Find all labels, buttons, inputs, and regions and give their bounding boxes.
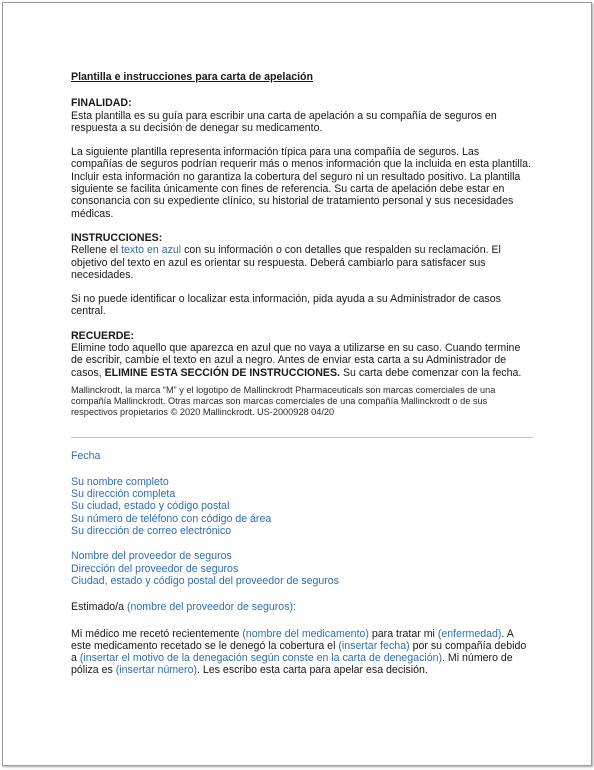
sender-block (71, 476, 533, 537)
insurer-name-placeholder: (nombre del proveedor de seguros): (126, 601, 296, 614)
finalidad-heading: FINALIDAD: (71, 97, 132, 110)
legal-notice: Mallinckrodt, la marca “M” y el logotipo de Mallinckrodt Pharmaceuticals son marcas comerciales de una compañía Mallinckrodt. Otras marcas son marcas comerciales de una compañía Mallinckrodt o de sus respectivos propietarios © 2020 Mallinckrodt. US-2000928 04/20 (71, 384, 496, 418)
sender-phone: Su número de teléfono con código de área (71, 512, 272, 525)
recuerde-heading: RECUERDE: (71, 329, 134, 342)
text-segment: . Les escribo esta carta para apelar esa decisión. (197, 664, 428, 677)
sender-email: Su dirección de correo electrónico (71, 525, 232, 538)
instrucciones-heading: INSTRUCCIONES: (71, 231, 163, 244)
letter-template (71, 450, 533, 677)
text-segment: Rellene el (71, 244, 122, 257)
medication-placeholder: (nombre del medicamento) (242, 627, 369, 640)
document-page (2, 2, 592, 766)
policy-number-placeholder: (insertar número) (115, 664, 198, 677)
document-title: Plantilla e instrucciones para carta de apelación (71, 71, 313, 83)
text-segment: Su carta debe comenzar con la fecha. (340, 366, 522, 379)
insurer-address: Dirección del proveedor de seguros (71, 562, 239, 575)
text-segment: . A este medicamento recetado se le denegó la cobertura el (71, 627, 514, 652)
insurer-city-state-zip: Ciudad, estado y código postal del proveedor de seguros (71, 574, 339, 587)
text-segment: Elimine todo aquello que aparezca en azul que no vaya a utilizarse en su caso. Cuando termine de escribir, cambie el texto en azul a negro. Antes de enviar esta carta a su Administrador de casos, (71, 342, 521, 379)
blue-text-example: texto en azul (121, 244, 182, 257)
text-segment: por su compañía debido a (71, 639, 527, 665)
letter-date: Fecha (71, 449, 101, 462)
sender-city-state-zip: Su ciudad, estado y código postal (71, 500, 230, 513)
text-segment: . Mi número de póliza es (71, 652, 513, 677)
finalidad-paragraph-2: La siguiente plantilla representa información típica para una compañía de seguros. Las compañías de seguros podrían requerir más o menos información que la incluida en esta plantilla. Incluir esta información no garantiza la cobertura del seguro ni un resultado positivo. La plantilla siguiente se facilita únicamente con fines de referencia. Su carta de apelación debe estar en consonancia con su expediente clínico, su historial de tratamiento personal y sus necesidades médicas. (71, 146, 531, 220)
recuerde-paragraph (71, 342, 533, 379)
instrucciones-paragraph-2: Si no puede identificar o localizar esta información, pida ayuda a su Administrador de casos central. (71, 293, 501, 318)
sender-address: Su dirección completa (71, 488, 176, 501)
letter-greeting (71, 601, 533, 613)
text-segment: Estimado/a (71, 601, 127, 614)
condition-placeholder: (enfermedad) (437, 627, 502, 640)
text-segment: para tratar mi (368, 627, 438, 640)
insurer-block (71, 550, 533, 587)
sender-name: Su nombre completo (71, 475, 169, 488)
section-divider (71, 437, 533, 438)
document-content (71, 71, 533, 677)
denial-reason-placeholder: (insertar el motivo de la denegación según conste en la carta de denegación) (79, 652, 443, 665)
date-placeholder: (insertar fecha) (338, 639, 410, 652)
text-segment: Mi médico me recetó recientemente (71, 627, 243, 640)
bold-warning: ELIMINE ESTA SECCIÓN DE INSTRUCCIONES. (104, 366, 340, 379)
insurer-name: Nombre del proveedor de seguros (71, 550, 232, 563)
text-segment: con su información o con detalles que respalden su reclamación. El objetivo del texto en azul es orientar su respuesta. Deberá cambiarlo para satisfacer sus necesidades. (71, 244, 501, 281)
instrucciones-paragraph-1 (71, 244, 533, 281)
letter-body-paragraph (71, 628, 533, 677)
finalidad-paragraph-1: Esta plantilla es su guía para escribir una carta de apelación a su compañía de seguros en respuesta a su decisión de denegar su medicamento. (71, 109, 497, 134)
